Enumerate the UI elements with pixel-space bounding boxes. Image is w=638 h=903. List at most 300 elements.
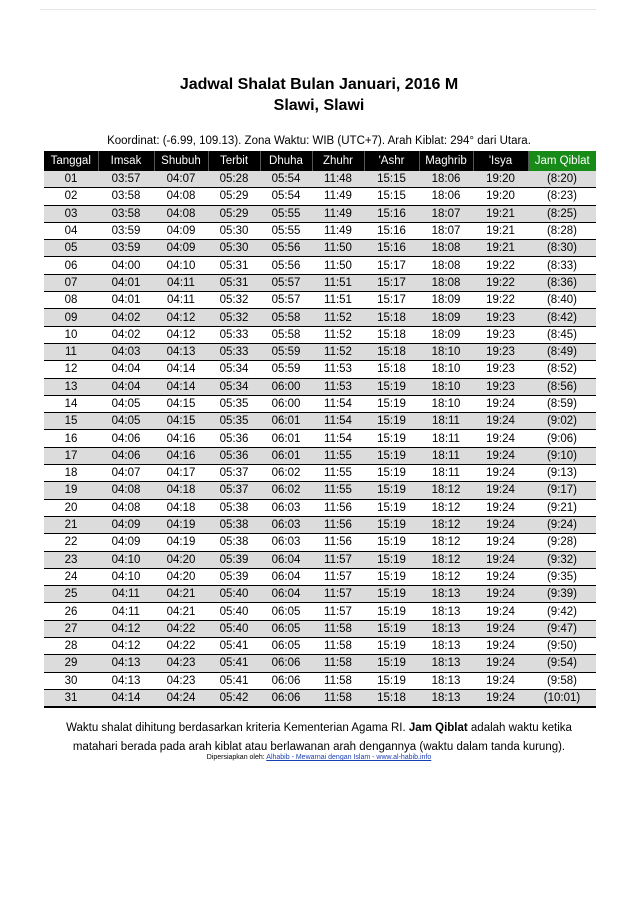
cell-jam-qiblat: (9:21) xyxy=(528,499,596,516)
cell-zhuhr: 11:57 xyxy=(312,568,364,585)
cell-tanggal: 22 xyxy=(44,534,98,551)
cell-imsak: 04:01 xyxy=(98,274,154,291)
cell-maghrib: 18:10 xyxy=(419,343,473,360)
cell-maghrib: 18:13 xyxy=(419,672,473,689)
cell-isya: 19:24 xyxy=(473,672,528,689)
cell-jam-qiblat: (9:10) xyxy=(528,447,596,464)
cell-isya: 19:21 xyxy=(473,240,528,257)
cell-terbit: 05:41 xyxy=(208,672,260,689)
cell-isya: 19:24 xyxy=(473,516,528,533)
header-tanggal: Tanggal xyxy=(44,151,98,171)
cell-jam-qiblat: (9:39) xyxy=(528,586,596,603)
cell-terbit: 05:34 xyxy=(208,361,260,378)
cell-zhuhr: 11:57 xyxy=(312,586,364,603)
cell-dhuha: 05:56 xyxy=(260,257,312,274)
table-row xyxy=(44,274,596,291)
cell-imsak: 04:12 xyxy=(98,620,154,637)
cell-dhuha: 05:59 xyxy=(260,343,312,360)
table-row xyxy=(44,343,596,360)
cell-imsak: 03:57 xyxy=(98,171,154,188)
cell-zhuhr: 11:53 xyxy=(312,361,364,378)
cell-maghrib: 18:11 xyxy=(419,447,473,464)
cell-dhuha: 05:58 xyxy=(260,326,312,343)
cell-tanggal: 17 xyxy=(44,447,98,464)
cell-imsak: 04:05 xyxy=(98,413,154,430)
cell-shubuh: 04:23 xyxy=(154,655,208,672)
cell-maghrib: 18:13 xyxy=(419,655,473,672)
cell-dhuha: 05:55 xyxy=(260,205,312,222)
cell-jam-qiblat: (8:33) xyxy=(528,257,596,274)
cell-isya: 19:24 xyxy=(473,413,528,430)
table-row xyxy=(44,689,596,707)
table-row xyxy=(44,205,596,222)
cell-tanggal: 16 xyxy=(44,430,98,447)
cell-shubuh: 04:19 xyxy=(154,516,208,533)
cell-imsak: 04:10 xyxy=(98,568,154,585)
cell-dhuha: 06:05 xyxy=(260,603,312,620)
cell-jam-qiblat: (8:40) xyxy=(528,292,596,309)
header-jam-qiblat: Jam Qiblat xyxy=(528,151,596,171)
cell-shubuh: 04:11 xyxy=(154,274,208,291)
cell-ashr: 15:17 xyxy=(364,257,419,274)
cell-terbit: 05:42 xyxy=(208,689,260,707)
cell-maghrib: 18:12 xyxy=(419,534,473,551)
header-imsak: Imsak xyxy=(98,151,154,171)
cell-shubuh: 04:18 xyxy=(154,499,208,516)
cell-terbit: 05:32 xyxy=(208,292,260,309)
cell-shubuh: 04:19 xyxy=(154,534,208,551)
cell-imsak: 04:09 xyxy=(98,516,154,533)
table-row xyxy=(44,482,596,499)
cell-dhuha: 06:06 xyxy=(260,655,312,672)
cell-isya: 19:24 xyxy=(473,620,528,637)
cell-maghrib: 18:12 xyxy=(419,516,473,533)
table-row xyxy=(44,534,596,551)
cell-zhuhr: 11:49 xyxy=(312,222,364,239)
cell-shubuh: 04:08 xyxy=(154,205,208,222)
cell-terbit: 05:31 xyxy=(208,274,260,291)
cell-terbit: 05:29 xyxy=(208,188,260,205)
header-zhuhr: Zhuhr xyxy=(312,151,364,171)
cell-isya: 19:24 xyxy=(473,482,528,499)
cell-imsak: 03:58 xyxy=(98,205,154,222)
cell-isya: 19:23 xyxy=(473,361,528,378)
cell-imsak: 04:13 xyxy=(98,655,154,672)
table-row xyxy=(44,309,596,326)
cell-zhuhr: 11:49 xyxy=(312,205,364,222)
cell-dhuha: 05:57 xyxy=(260,274,312,291)
cell-zhuhr: 11:55 xyxy=(312,447,364,464)
cell-imsak: 04:08 xyxy=(98,482,154,499)
header-terbit: Terbit xyxy=(208,151,260,171)
cell-imsak: 04:00 xyxy=(98,257,154,274)
cell-ashr: 15:19 xyxy=(364,534,419,551)
header-ashr: 'Ashr xyxy=(364,151,419,171)
cell-ashr: 15:19 xyxy=(364,620,419,637)
cell-imsak: 04:03 xyxy=(98,343,154,360)
cell-jam-qiblat: (9:13) xyxy=(528,465,596,482)
cell-terbit: 05:30 xyxy=(208,240,260,257)
cell-maghrib: 18:11 xyxy=(419,465,473,482)
page-title: Jadwal Shalat Bulan Januari, 2016 M xyxy=(179,76,459,93)
cell-zhuhr: 11:58 xyxy=(312,655,364,672)
cell-zhuhr: 11:50 xyxy=(312,257,364,274)
cell-tanggal: 12 xyxy=(44,361,98,378)
cell-tanggal: 31 xyxy=(44,689,98,707)
cell-terbit: 05:41 xyxy=(208,655,260,672)
cell-shubuh: 04:18 xyxy=(154,482,208,499)
cell-maghrib: 18:13 xyxy=(419,638,473,655)
cell-zhuhr: 11:48 xyxy=(312,171,364,188)
cell-isya: 19:22 xyxy=(473,292,528,309)
cell-maghrib: 18:09 xyxy=(419,292,473,309)
cell-tanggal: 04 xyxy=(44,222,98,239)
cell-tanggal: 15 xyxy=(44,413,98,430)
cell-tanggal: 05 xyxy=(44,240,98,257)
table-row xyxy=(44,655,596,672)
cell-zhuhr: 11:49 xyxy=(312,188,364,205)
cell-ashr: 15:19 xyxy=(364,395,419,412)
table-row xyxy=(44,551,596,568)
cell-tanggal: 03 xyxy=(44,205,98,222)
cell-ashr: 15:19 xyxy=(364,638,419,655)
cell-ashr: 15:19 xyxy=(364,430,419,447)
footnote-part2: adalah waktu ketika xyxy=(467,722,572,734)
cell-ashr: 15:19 xyxy=(364,378,419,395)
prayer-schedule-table xyxy=(44,151,596,708)
cell-isya: 19:24 xyxy=(473,689,528,707)
cell-isya: 19:22 xyxy=(473,257,528,274)
cell-terbit: 05:33 xyxy=(208,326,260,343)
cell-terbit: 05:35 xyxy=(208,395,260,412)
header-maghrib: Maghrib xyxy=(419,151,473,171)
cell-terbit: 05:34 xyxy=(208,378,260,395)
cell-dhuha: 06:01 xyxy=(260,447,312,464)
cell-imsak: 04:06 xyxy=(98,430,154,447)
cell-dhuha: 05:54 xyxy=(260,171,312,188)
cell-maghrib: 18:11 xyxy=(419,430,473,447)
footnote-line2: matahari berada pada arah kiblat atau berlawanan arah dengannya (waktu dalam tanda kurung). xyxy=(72,741,566,753)
cell-imsak: 04:02 xyxy=(98,326,154,343)
table-row xyxy=(44,568,596,585)
cell-zhuhr: 11:54 xyxy=(312,395,364,412)
cell-dhuha: 05:58 xyxy=(260,309,312,326)
cell-isya: 19:24 xyxy=(473,568,528,585)
cell-tanggal: 14 xyxy=(44,395,98,412)
cell-dhuha: 06:03 xyxy=(260,516,312,533)
cell-zhuhr: 11:58 xyxy=(312,620,364,637)
cell-tanggal: 06 xyxy=(44,257,98,274)
cell-terbit: 05:33 xyxy=(208,343,260,360)
cell-ashr: 15:19 xyxy=(364,568,419,585)
cell-maghrib: 18:09 xyxy=(419,326,473,343)
cell-isya: 19:21 xyxy=(473,222,528,239)
cell-maghrib: 18:13 xyxy=(419,689,473,707)
cell-jam-qiblat: (8:25) xyxy=(528,205,596,222)
cell-jam-qiblat: (9:58) xyxy=(528,672,596,689)
cell-shubuh: 04:16 xyxy=(154,430,208,447)
cell-zhuhr: 11:56 xyxy=(312,499,364,516)
cell-ashr: 15:19 xyxy=(364,499,419,516)
cell-shubuh: 04:15 xyxy=(154,395,208,412)
cell-jam-qiblat: (9:35) xyxy=(528,568,596,585)
cell-tanggal: 13 xyxy=(44,378,98,395)
cell-zhuhr: 11:56 xyxy=(312,516,364,533)
cell-jam-qiblat: (8:49) xyxy=(528,343,596,360)
cell-isya: 19:20 xyxy=(473,188,528,205)
cell-maghrib: 18:12 xyxy=(419,551,473,568)
cell-maghrib: 18:07 xyxy=(419,205,473,222)
cell-dhuha: 06:03 xyxy=(260,534,312,551)
cell-tanggal: 24 xyxy=(44,568,98,585)
cell-shubuh: 04:22 xyxy=(154,638,208,655)
cell-maghrib: 18:07 xyxy=(419,222,473,239)
cell-zhuhr: 11:58 xyxy=(312,672,364,689)
cell-imsak: 04:10 xyxy=(98,551,154,568)
table-row xyxy=(44,326,596,343)
cell-zhuhr: 11:52 xyxy=(312,326,364,343)
cell-dhuha: 06:03 xyxy=(260,499,312,516)
page-subtitle-location: Slawi, Slawi xyxy=(273,97,365,114)
cell-zhuhr: 11:51 xyxy=(312,274,364,291)
cell-maghrib: 18:09 xyxy=(419,309,473,326)
cell-shubuh: 04:09 xyxy=(154,222,208,239)
cell-ashr: 15:17 xyxy=(364,274,419,291)
cell-zhuhr: 11:55 xyxy=(312,482,364,499)
cell-terbit: 05:40 xyxy=(208,586,260,603)
cell-zhuhr: 11:54 xyxy=(312,413,364,430)
cell-terbit: 05:39 xyxy=(208,551,260,568)
cell-terbit: 05:39 xyxy=(208,568,260,585)
cell-isya: 19:21 xyxy=(473,205,528,222)
table-row xyxy=(44,638,596,655)
cell-zhuhr: 11:57 xyxy=(312,551,364,568)
cell-maghrib: 18:08 xyxy=(419,240,473,257)
cell-dhuha: 06:05 xyxy=(260,638,312,655)
table-header-row xyxy=(44,151,596,171)
cell-jam-qiblat: (8:28) xyxy=(528,222,596,239)
footnote xyxy=(0,719,638,757)
cell-ashr: 15:18 xyxy=(364,361,419,378)
cell-terbit: 05:36 xyxy=(208,430,260,447)
header-shubuh: Shubuh xyxy=(154,151,208,171)
table-row xyxy=(44,222,596,239)
cell-dhuha: 06:05 xyxy=(260,620,312,637)
cell-jam-qiblat: (8:56) xyxy=(528,378,596,395)
table-row xyxy=(44,499,596,516)
cell-maghrib: 18:10 xyxy=(419,361,473,378)
cell-shubuh: 04:07 xyxy=(154,171,208,188)
cell-ashr: 15:15 xyxy=(364,188,419,205)
cell-tanggal: 28 xyxy=(44,638,98,655)
cell-jam-qiblat: (9:42) xyxy=(528,603,596,620)
table-row xyxy=(44,395,596,412)
cell-tanggal: 29 xyxy=(44,655,98,672)
cell-shubuh: 04:08 xyxy=(154,188,208,205)
cell-ashr: 15:19 xyxy=(364,447,419,464)
cell-maghrib: 18:12 xyxy=(419,482,473,499)
cell-terbit: 05:38 xyxy=(208,499,260,516)
cell-imsak: 04:06 xyxy=(98,447,154,464)
table-row xyxy=(44,378,596,395)
cell-dhuha: 06:06 xyxy=(260,689,312,707)
cell-imsak: 04:04 xyxy=(98,361,154,378)
cell-tanggal: 30 xyxy=(44,672,98,689)
table-row xyxy=(44,171,596,188)
cell-jam-qiblat: (8:42) xyxy=(528,309,596,326)
cell-ashr: 15:19 xyxy=(364,551,419,568)
cell-dhuha: 06:00 xyxy=(260,378,312,395)
cell-tanggal: 25 xyxy=(44,586,98,603)
cell-dhuha: 05:56 xyxy=(260,240,312,257)
cell-maghrib: 18:13 xyxy=(419,620,473,637)
cell-imsak: 04:01 xyxy=(98,292,154,309)
cell-shubuh: 04:09 xyxy=(154,240,208,257)
cell-ashr: 15:17 xyxy=(364,292,419,309)
cell-shubuh: 04:11 xyxy=(154,292,208,309)
cell-isya: 19:23 xyxy=(473,309,528,326)
cell-zhuhr: 11:52 xyxy=(312,343,364,360)
cell-maghrib: 18:12 xyxy=(419,568,473,585)
cell-tanggal: 02 xyxy=(44,188,98,205)
cell-ashr: 15:16 xyxy=(364,240,419,257)
cell-zhuhr: 11:52 xyxy=(312,309,364,326)
table-row xyxy=(44,620,596,637)
cell-imsak: 04:11 xyxy=(98,603,154,620)
cell-imsak: 04:07 xyxy=(98,465,154,482)
cell-ashr: 15:18 xyxy=(364,343,419,360)
header-isya: 'Isya xyxy=(473,151,528,171)
cell-ashr: 15:19 xyxy=(364,482,419,499)
cell-ashr: 15:18 xyxy=(364,689,419,707)
cell-shubuh: 04:23 xyxy=(154,672,208,689)
cell-terbit: 05:35 xyxy=(208,413,260,430)
cell-jam-qiblat: (9:47) xyxy=(528,620,596,637)
cell-dhuha: 06:04 xyxy=(260,586,312,603)
cell-jam-qiblat: (10:01) xyxy=(528,689,596,707)
cell-shubuh: 04:14 xyxy=(154,378,208,395)
cell-maghrib: 18:13 xyxy=(419,603,473,620)
cell-dhuha: 06:01 xyxy=(260,430,312,447)
credit-link[interactable]: Alhabib - Mewarnai dengan Islam - www.al-habib.info xyxy=(266,754,432,761)
cell-tanggal: 26 xyxy=(44,603,98,620)
cell-dhuha: 06:04 xyxy=(260,551,312,568)
cell-tanggal: 21 xyxy=(44,516,98,533)
cell-imsak: 04:11 xyxy=(98,586,154,603)
cell-dhuha: 05:55 xyxy=(260,222,312,239)
table-body xyxy=(44,171,596,707)
cell-maghrib: 18:10 xyxy=(419,378,473,395)
cell-zhuhr: 11:58 xyxy=(312,689,364,707)
cell-jam-qiblat: (9:17) xyxy=(528,482,596,499)
cell-shubuh: 04:16 xyxy=(154,447,208,464)
cell-maghrib: 18:06 xyxy=(419,188,473,205)
cell-imsak: 04:05 xyxy=(98,395,154,412)
footnote-bold: Jam Qiblat xyxy=(408,722,468,734)
cell-tanggal: 18 xyxy=(44,465,98,482)
cell-dhuha: 05:59 xyxy=(260,361,312,378)
cell-shubuh: 04:14 xyxy=(154,361,208,378)
cell-ashr: 15:19 xyxy=(364,465,419,482)
cell-zhuhr: 11:55 xyxy=(312,465,364,482)
cell-shubuh: 04:13 xyxy=(154,343,208,360)
cell-terbit: 05:37 xyxy=(208,465,260,482)
cell-imsak: 04:13 xyxy=(98,672,154,689)
cell-jam-qiblat: (9:28) xyxy=(528,534,596,551)
cell-tanggal: 10 xyxy=(44,326,98,343)
cell-imsak: 04:09 xyxy=(98,534,154,551)
cell-tanggal: 19 xyxy=(44,482,98,499)
cell-tanggal: 09 xyxy=(44,309,98,326)
header-dhuha: Dhuha xyxy=(260,151,312,171)
cell-jam-qiblat: (9:24) xyxy=(528,516,596,533)
cell-isya: 19:24 xyxy=(473,499,528,516)
cell-jam-qiblat: (8:23) xyxy=(528,188,596,205)
cell-zhuhr: 11:54 xyxy=(312,430,364,447)
cell-isya: 19:24 xyxy=(473,638,528,655)
cell-maghrib: 18:08 xyxy=(419,274,473,291)
cell-shubuh: 04:24 xyxy=(154,689,208,707)
table-row xyxy=(44,413,596,430)
table-row xyxy=(44,257,596,274)
cell-shubuh: 04:21 xyxy=(154,586,208,603)
cell-ashr: 15:18 xyxy=(364,309,419,326)
cell-shubuh: 04:20 xyxy=(154,551,208,568)
cell-imsak: 03:58 xyxy=(98,188,154,205)
cell-jam-qiblat: (9:54) xyxy=(528,655,596,672)
cell-dhuha: 06:04 xyxy=(260,568,312,585)
cell-maghrib: 18:11 xyxy=(419,413,473,430)
cell-ashr: 15:19 xyxy=(364,655,419,672)
cell-shubuh: 04:21 xyxy=(154,603,208,620)
cell-terbit: 05:28 xyxy=(208,171,260,188)
credit-line xyxy=(0,754,638,761)
cell-isya: 19:24 xyxy=(473,465,528,482)
cell-ashr: 15:19 xyxy=(364,603,419,620)
cell-dhuha: 05:57 xyxy=(260,292,312,309)
cell-isya: 19:22 xyxy=(473,274,528,291)
cell-ashr: 15:15 xyxy=(364,171,419,188)
top-rule xyxy=(40,9,596,10)
cell-terbit: 05:31 xyxy=(208,257,260,274)
cell-terbit: 05:30 xyxy=(208,222,260,239)
cell-terbit: 05:36 xyxy=(208,447,260,464)
cell-zhuhr: 11:58 xyxy=(312,638,364,655)
cell-isya: 19:24 xyxy=(473,534,528,551)
cell-jam-qiblat: (8:52) xyxy=(528,361,596,378)
table-row xyxy=(44,188,596,205)
cell-shubuh: 04:12 xyxy=(154,326,208,343)
cell-dhuha: 06:06 xyxy=(260,672,312,689)
cell-tanggal: 01 xyxy=(44,171,98,188)
cell-tanggal: 07 xyxy=(44,274,98,291)
cell-terbit: 05:40 xyxy=(208,620,260,637)
cell-isya: 19:20 xyxy=(473,171,528,188)
cell-ashr: 15:16 xyxy=(364,222,419,239)
cell-ashr: 15:19 xyxy=(364,586,419,603)
cell-isya: 19:24 xyxy=(473,395,528,412)
cell-tanggal: 08 xyxy=(44,292,98,309)
table-row xyxy=(44,447,596,464)
cell-terbit: 05:41 xyxy=(208,638,260,655)
table-row xyxy=(44,430,596,447)
cell-dhuha: 06:01 xyxy=(260,413,312,430)
cell-tanggal: 23 xyxy=(44,551,98,568)
cell-imsak: 04:14 xyxy=(98,689,154,707)
cell-shubuh: 04:20 xyxy=(154,568,208,585)
cell-shubuh: 04:15 xyxy=(154,413,208,430)
cell-terbit: 05:38 xyxy=(208,534,260,551)
